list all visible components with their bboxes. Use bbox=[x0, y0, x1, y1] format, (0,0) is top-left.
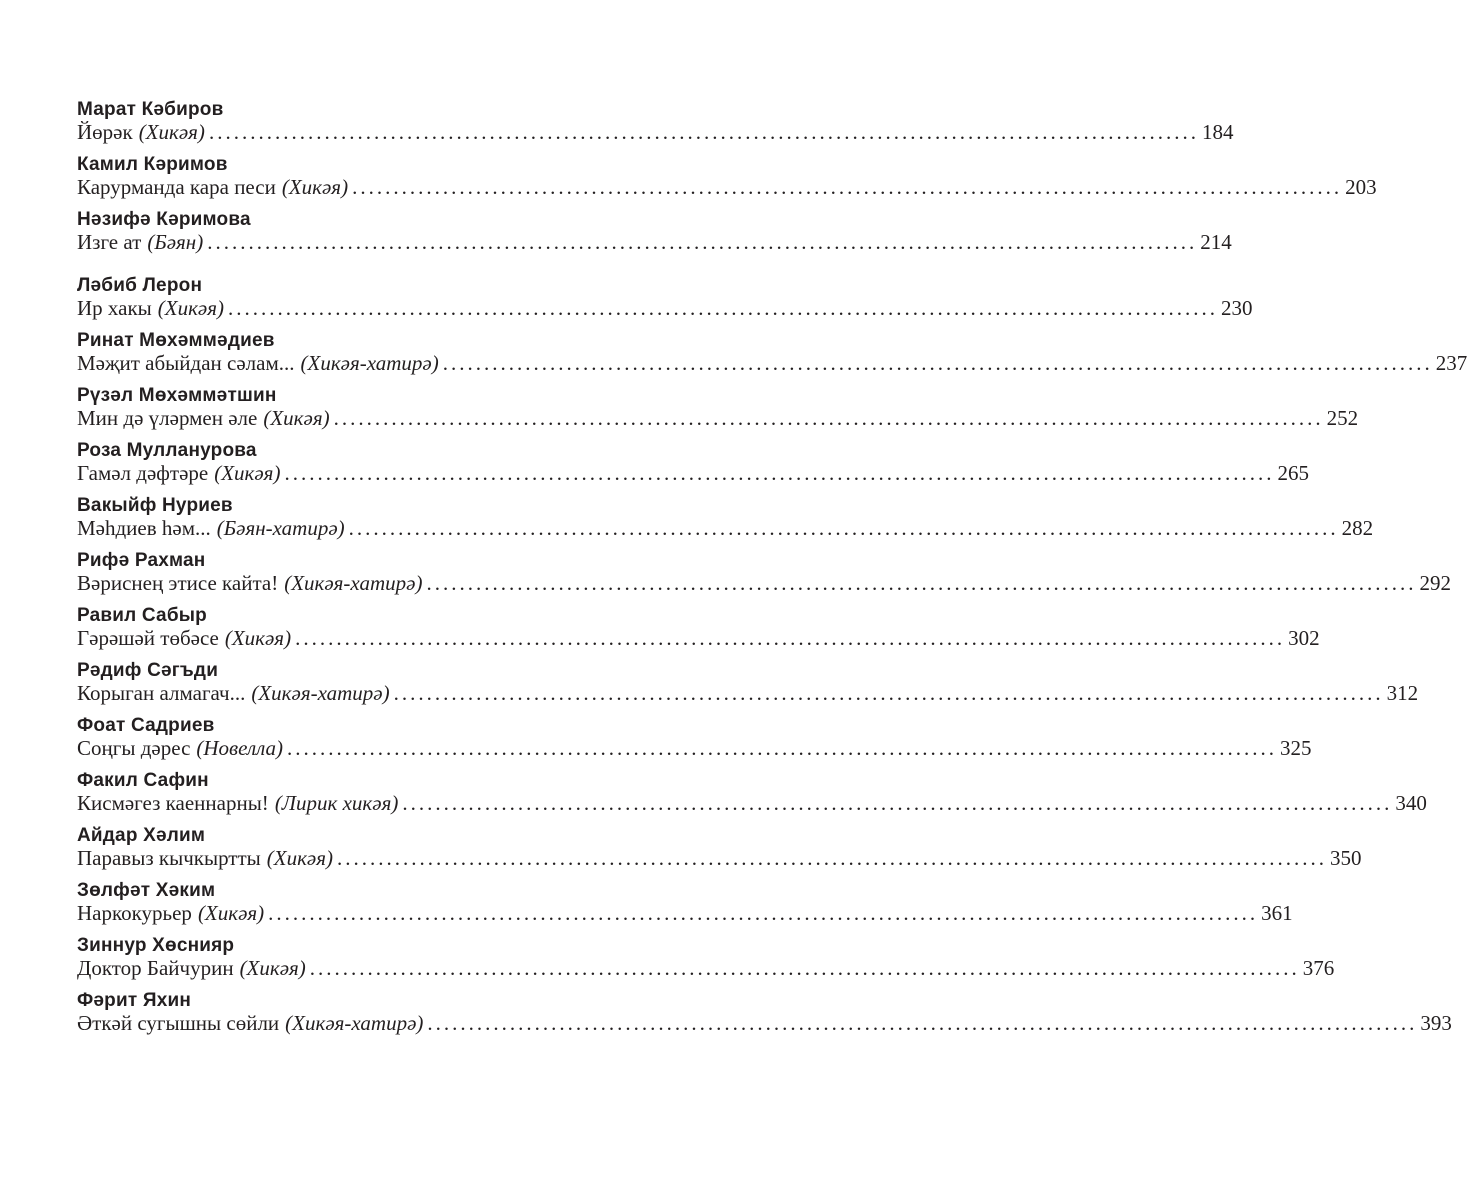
work-title: Корыган алмагач... bbox=[77, 681, 246, 705]
work-title: Паравыз кычкыртты bbox=[77, 846, 261, 870]
toc-entry bbox=[77, 329, 1467, 375]
dot-leader: ........................................................................................................................ bbox=[426, 571, 1417, 595]
toc-line bbox=[77, 461, 1309, 485]
work-genre: (Хикәя) bbox=[281, 175, 349, 199]
toc-entry bbox=[77, 659, 1419, 705]
toc-entry bbox=[77, 153, 1377, 199]
toc-entry bbox=[77, 769, 1427, 815]
author-name: Роза Мулланурова bbox=[77, 440, 257, 461]
work-title: Соңгы дәрес bbox=[77, 736, 191, 760]
dot-leader: ........................................................................................................................ bbox=[295, 626, 1286, 650]
work-title: Наркокурьер bbox=[77, 901, 192, 925]
work-title: Гәрәшәй төбәсе bbox=[77, 626, 219, 650]
toc-line bbox=[77, 296, 1253, 320]
page-number: 252 bbox=[1326, 406, 1359, 430]
toc-line bbox=[77, 791, 1427, 815]
toc-line bbox=[77, 175, 1377, 199]
work-title: Әткәй сугышны сөйли bbox=[77, 1011, 280, 1035]
toc-line bbox=[77, 571, 1451, 595]
dot-leader: ........................................................................................................................ bbox=[336, 846, 1327, 870]
work-genre: (Хикәя-хатирә) bbox=[251, 681, 390, 705]
work-genre: (Хикәя) bbox=[157, 296, 225, 320]
page-number: 230 bbox=[1221, 296, 1253, 320]
toc-entry bbox=[77, 934, 1335, 980]
page-number: 214 bbox=[1200, 230, 1232, 254]
author-name: Рәдиф Сәгъди bbox=[77, 660, 219, 681]
dot-leader: ........................................................................................................................ bbox=[427, 1011, 1418, 1035]
work-genre: (Хикәя-хатирә) bbox=[300, 351, 439, 375]
toc-entry bbox=[77, 274, 1253, 320]
work-genre: (Хикәя) bbox=[197, 901, 265, 925]
author-name: Факил Сафин bbox=[77, 770, 209, 791]
work-title: Йөрәк bbox=[77, 120, 133, 144]
toc-entry bbox=[77, 439, 1309, 485]
page-number: 265 bbox=[1277, 461, 1309, 485]
toc-line bbox=[77, 1011, 1452, 1035]
page-number: 376 bbox=[1302, 956, 1335, 980]
dot-leader: ........................................................................................................................ bbox=[352, 175, 1343, 199]
work-genre: (Хикәя-хатирә) bbox=[284, 571, 423, 595]
author-name: Айдар Хәлим bbox=[77, 825, 206, 846]
work-genre: (Бәян) bbox=[147, 230, 204, 254]
work-genre: (Хикәя) bbox=[224, 626, 292, 650]
work-genre: (Хикәя) bbox=[266, 846, 333, 870]
toc-line bbox=[77, 351, 1467, 375]
author-name: Ләбиб Лерон bbox=[77, 275, 203, 296]
toc-entry bbox=[77, 824, 1362, 870]
toc-entry bbox=[77, 714, 1312, 760]
author-name: Вакыйф Нуриев bbox=[77, 495, 233, 516]
author-name: Фоат Садриев bbox=[77, 715, 215, 736]
work-genre: (Хикәя) bbox=[263, 406, 330, 430]
work-title: Изге ат bbox=[77, 230, 142, 254]
author-name: Равил Сабыр bbox=[77, 605, 207, 626]
dot-leader: ........................................................................................................................ bbox=[393, 681, 1384, 705]
work-title: Вәриснең этисе кайта! bbox=[77, 571, 279, 595]
dot-leader: ........................................................................................................................ bbox=[333, 406, 1324, 430]
toc-line bbox=[77, 901, 1293, 925]
toc-line bbox=[77, 956, 1335, 980]
work-title: Карурманда кара песи bbox=[77, 175, 276, 199]
page-number: 292 bbox=[1419, 571, 1451, 595]
toc-line bbox=[77, 120, 1234, 144]
page-number: 325 bbox=[1280, 736, 1312, 760]
table-of-contents bbox=[77, 98, 1467, 1044]
page-number: 302 bbox=[1288, 626, 1320, 650]
toc-entry bbox=[77, 549, 1451, 595]
work-title: Доктор Байчурин bbox=[77, 956, 234, 980]
dot-leader: ........................................................................................................................ bbox=[402, 791, 1393, 815]
work-title: Кисмәгез каеннарны! bbox=[77, 791, 269, 815]
dot-leader: ........................................................................................................................ bbox=[348, 516, 1339, 540]
toc-line bbox=[77, 626, 1320, 650]
author-name: Камил Кәримов bbox=[77, 154, 228, 175]
page-number: 340 bbox=[1395, 791, 1427, 815]
author-name: Зөлфәт Хәким bbox=[77, 880, 216, 901]
dot-leader: ........................................................................................................................ bbox=[268, 901, 1259, 925]
page-number: 312 bbox=[1386, 681, 1419, 705]
toc-entry bbox=[77, 989, 1452, 1035]
page-number: 350 bbox=[1329, 846, 1362, 870]
work-title: Гамәл дәфтәре bbox=[77, 461, 209, 485]
work-title: Мәһдиев һәм... bbox=[77, 516, 211, 540]
toc-line bbox=[77, 406, 1359, 430]
dot-leader: ........................................................................................................................ bbox=[309, 956, 1300, 980]
toc-entry bbox=[77, 98, 1234, 144]
dot-leader: ........................................................................................................................ bbox=[284, 461, 1275, 485]
author-name: Зиннур Хөснияр bbox=[77, 935, 235, 956]
work-title: Мәҗит абыйдан сәлам... bbox=[77, 351, 295, 375]
page-number: 393 bbox=[1420, 1011, 1452, 1035]
toc-entry bbox=[77, 604, 1320, 650]
dot-leader: ........................................................................................................................ bbox=[207, 230, 1198, 254]
author-name: Нәзифә Кәримова bbox=[77, 209, 251, 230]
author-name: Рифә Рахман bbox=[77, 550, 206, 571]
dot-leader: ........................................................................................................................ bbox=[208, 120, 1199, 144]
page-number: 203 bbox=[1345, 175, 1377, 199]
toc-entry bbox=[77, 208, 1232, 254]
toc-line bbox=[77, 516, 1374, 540]
toc-entry bbox=[77, 494, 1374, 540]
toc-line bbox=[77, 736, 1312, 760]
page-number: 361 bbox=[1261, 901, 1293, 925]
author-name: Рүзәл Мөхәммәтшин bbox=[77, 385, 277, 406]
page-number: 184 bbox=[1201, 120, 1234, 144]
toc-line bbox=[77, 230, 1232, 254]
toc-line bbox=[77, 846, 1362, 870]
dot-leader: ........................................................................................................................ bbox=[442, 351, 1433, 375]
page-number: 282 bbox=[1341, 516, 1374, 540]
page-number: 237 bbox=[1435, 351, 1467, 375]
work-genre: (Лирик хикәя) bbox=[274, 791, 399, 815]
work-genre: (Хикәя) bbox=[138, 120, 205, 144]
work-genre: (Хикәя) bbox=[214, 461, 281, 485]
dot-leader: ........................................................................................................................ bbox=[228, 296, 1219, 320]
author-name: Фәрит Яхин bbox=[77, 990, 192, 1011]
work-genre: (Новелла) bbox=[196, 736, 284, 760]
work-title: Мин дә үләрмен әле bbox=[77, 406, 258, 430]
toc-entry bbox=[77, 879, 1293, 925]
work-title: Ир хакы bbox=[77, 296, 152, 320]
toc-line bbox=[77, 681, 1419, 705]
work-genre: (Бәян-хатирә) bbox=[216, 516, 345, 540]
author-name: Марат Кәбиров bbox=[77, 99, 224, 120]
toc-entry bbox=[77, 384, 1359, 430]
dot-leader: ........................................................................................................................ bbox=[287, 736, 1278, 760]
work-genre: (Хикәя) bbox=[239, 956, 306, 980]
work-genre: (Хикәя-хатирә) bbox=[285, 1011, 424, 1035]
author-name: Ринат Мөхәммәдиев bbox=[77, 330, 275, 351]
